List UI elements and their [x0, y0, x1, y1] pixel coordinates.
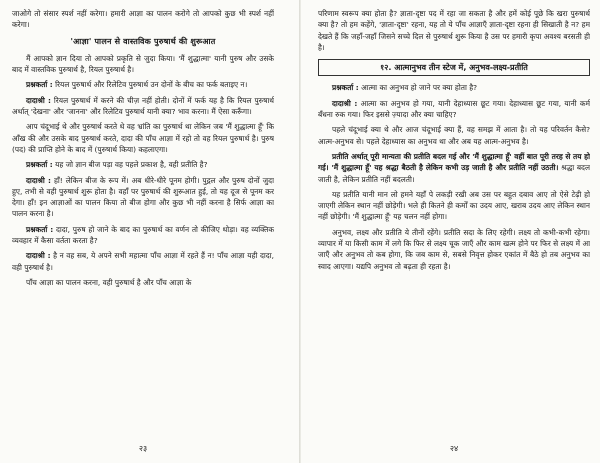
- paragraph: परिणाम स्वरूप क्या होता है? ज्ञाता-दृष्टा पद में रहा जा सकता है और हमें कोई पूछे कि खरा पुरुषार्थ क्या है? तो हम कहेंगे, 'ज्ञाता-दृष्टा' रहना, यह तो ये पाँच आज्ञाएँ ज्ञाता-दृष्टा रहना ही सिखाती है न? हम देखते हैं कि जहाँ-जहाँ जिसने सच्चे दिल से पुरुषार्थ शुरू किया है उस पर हमारी कृपा अवश्य बरसती ही है।: [318, 9, 590, 52]
- paragraph-tail: श्रद्धा बदल जाती है, लेकिन प्रतीति नहीं बदलती।: [318, 163, 590, 184]
- emphasis-text: प्रतीति अर्थात् पूरी मान्यता की प्रतीति बदल गई और 'मैं शुद्धात्मा हूँ' वहीं बात पूरी तरह से तय हो गई। 'मैं शुद्धात्मा हूँ' यह श्रद्धा बैठती है लेकिन कभी उड़ जाती है और प्रतीति नहीं उठती।: [318, 151, 590, 173]
- question-text: आत्मा का अनुभव हो जाने पर क्या होता है?: [361, 83, 478, 93]
- answer-paragraph: [12, 95, 274, 118]
- question-text: दादा, पुरुष हो जाने के बाद का पुरुषार्थ का वर्णन तो कीजिए थोड़ा। वह व्यक्तिक व्यवहार में कैसा वर्तता करता है?: [12, 224, 274, 246]
- left-page: [12, 8, 274, 454]
- answer-text: है न वह सब, ये अपने सभी महात्मा पाँच आज्ञा में रहते हैं न! पाँच आज्ञा यही दादा, वही पुरुषार्थ है।: [12, 251, 274, 272]
- speaker-label: दादाश्री :: [26, 251, 51, 261]
- emphasis-paragraph: [318, 151, 590, 185]
- paragraph: मैं आपको ज्ञान दिया तो आपको प्रकृति से जुदा किया। 'मैं शुद्धात्मा' यानी पुरुष और उसके बाद में वास्तविक पुरुषार्थ है, रियल पुरुषार्थ है।: [12, 53, 274, 75]
- question-text: रियल पुरुषार्थ और रिलेटिव पुरुषार्थ उन दोनों के बीच का फर्क बताइए न।: [55, 80, 248, 90]
- answer-text: हाँ! लेकिन बीज के रूप में। अब धीरे-धीरे पूनम होगी। पुद्गल और पुरुष दोनों जुदा हुए, तभी से वही पुरुषार्थ शुरू होता है। वहाँ पर पुरुषार्थ की शुरूआत हुई, तो यह दूज से पूनम कर देगा। हाँ! इन आज्ञाओं का पालन किया तो बीज होगा और कुछ भी नहीं करना है सिर्फ आज्ञा का पालन करना है।: [12, 175, 274, 219]
- paragraph: अनुभव, लक्ष्य और प्रतीति ये तीनों रहेंगे। प्रतीति सदा के लिए रहेगी। लक्ष्य तो कभी-कभी रहेगा। व्यापार में या किसी काम में लगे कि फिर से लक्ष्य चूक जाएँ और काम खत्म होने पर फिर से लक्ष्य में आ जाएँ और अनुभव तो कब होगा, कि जब काम से, सबसे निवृत्त होकर एकांत में बैठे हो तब अनुभव का स्वाद आएगा। यद्यपि अनुभव तो बढ़ता ही रहता है।: [318, 227, 590, 271]
- section-heading: 'आज्ञा' पालन से वास्तविक पुरुषार्थ की शुरूआत: [70, 36, 216, 46]
- speaker-label: दादाश्री :: [26, 95, 51, 105]
- answer-paragraph: [318, 98, 590, 121]
- paragraph: आप चंदूभाई थे और पुरुषार्थ करते थे वह भ्रांति का पुरुषार्थ था लेकिन जब 'मैं शुद्धात्मा हूँ' कि आँख की और उसके बाद पुरुषार्थ करते, दादा की पाँच आज्ञा में रहो तो वह रियल पुरुषार्थ है। पुरुष (पद) की प्राप्ति होने के बाद में (पुरुषार्थ किया) कहलाएगा।: [12, 122, 274, 154]
- question-paragraph: [12, 79, 274, 90]
- paragraph: पाँच आज्ञा का पालन करना, वही पुरुषार्थ है और पाँच आज्ञा के: [26, 277, 192, 287]
- speaker-label: दादाश्री :: [26, 175, 51, 185]
- answer-paragraph: [12, 250, 274, 273]
- answer-text: आत्मा का अनुभव हो गया, यानी देहाध्यास छूट गया। देहाध्यास छूट गया, यानी कर्म बँधना रुक गया। फिर इससे ज़्यादा और क्या चाहिए?: [318, 98, 590, 120]
- page-number: २४: [449, 443, 459, 453]
- question-paragraph: [12, 159, 274, 170]
- speaker-label: प्रश्नकर्ता :: [332, 83, 359, 93]
- speaker-label: प्रश्नकर्ता :: [26, 80, 53, 90]
- question-paragraph: [318, 82, 590, 93]
- speaker-label: प्रश्नकर्ता :: [26, 160, 53, 170]
- question-text: यह जो ज्ञान बीज पड़ा वह पहले प्रकाश है, वही प्रतीति है?: [55, 160, 208, 170]
- page-number: २३: [138, 443, 148, 453]
- paragraph: यह प्रतीति यानी मान लो हमने यहाँ पे लकड़ी रखी अब उस पर बहुत दबाव आए तो ऐसे टेढ़ी हो जाएगी लेकिन स्थान नहीं छोड़ेगी। भले ही कितने ही कर्मों का उदय आए, खराब उदय आए लेकिन स्थान नहीं छोड़ेगी। 'मैं शुद्धात्मा हूँ' यह चलन नहीं होगा।: [318, 189, 590, 222]
- right-page: [318, 8, 590, 454]
- chapter-heading: १२. आत्मानुभव तीन स्टेज में, अनुभव-लक्ष्य-प्रतीति: [318, 59, 590, 76]
- paragraph: जाओगे तो संसार स्पर्श नहीं करेगा। हमारी आज्ञा का पालन करोगे तो आपको कुछ भी स्पर्श नहीं करेगा।: [12, 9, 274, 30]
- question-paragraph: [12, 224, 274, 247]
- answer-paragraph: [12, 175, 274, 220]
- paragraph: पहले चंदूभाई क्या थे और आज चंदूभाई क्या हैं, वह समझ में आता है। तो यह परिवर्तन कैसे? आत्म-अनुभव से। पहले देहाध्यास का अनुभव था और अब यह आत्म-अनुभव है।: [318, 125, 590, 146]
- book-gutter: [299, 0, 301, 463]
- answer-text: रियल पुरुषार्थ में करने की चीज़ नहीं होती। दोनों में फर्क यह है कि रियल पुरुषार्थ अर्थात् 'देखना' और 'जानना' और रिलेटिव पुरुषार्थ यानी क्या? भाव करना। मैं ऐसा करूँगा।: [12, 95, 274, 117]
- speaker-label: दादाश्री :: [332, 98, 358, 108]
- speaker-label: प्रश्नकर्ता :: [26, 224, 54, 234]
